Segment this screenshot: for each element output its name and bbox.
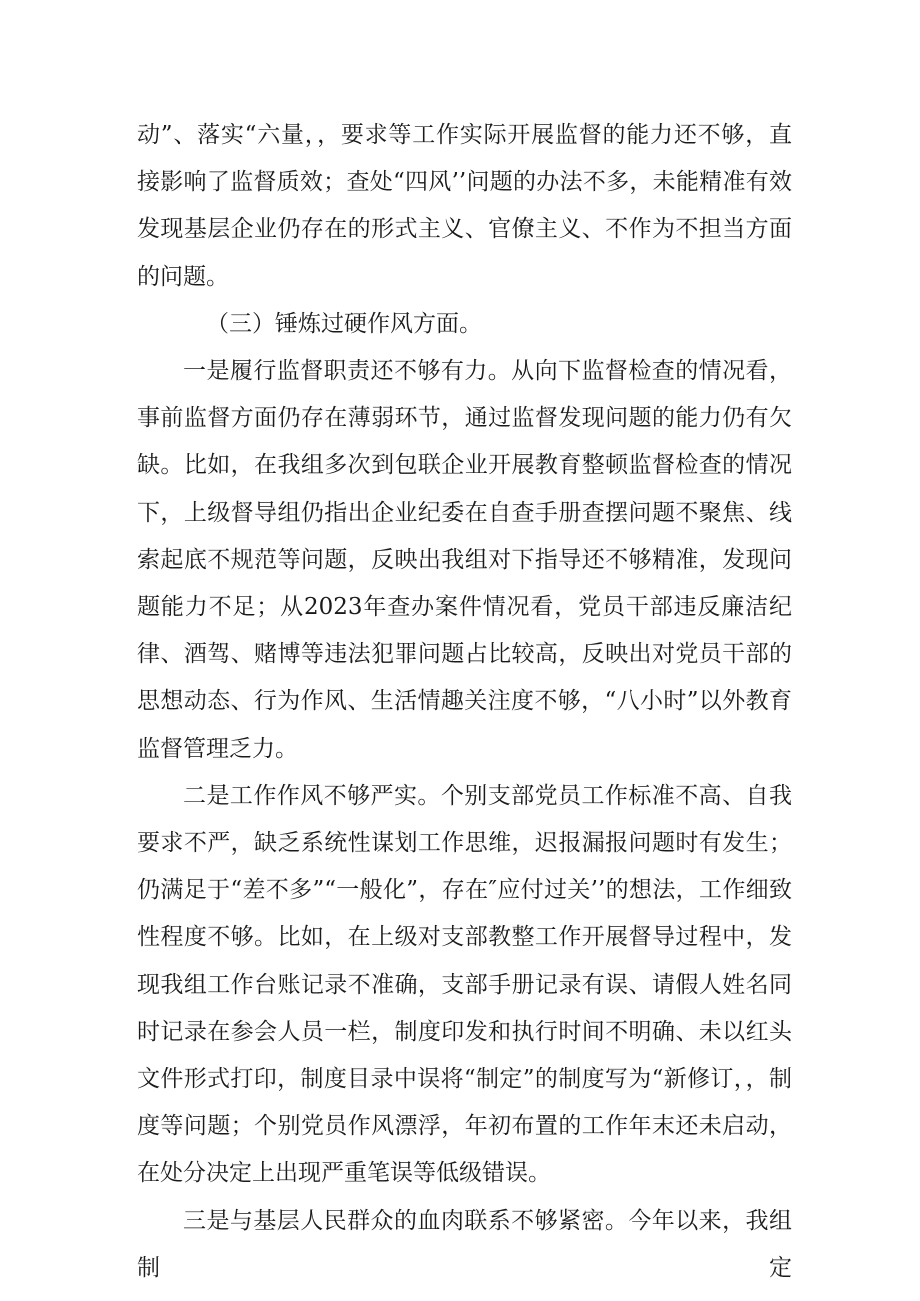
paragraph-item-one: 一是履行监督职责还不够有力。从向下监督检查的情况看，事前监督方面仍存在薄弱环节，通过监督发现问题的能力仍有欠缺。比如，在我组多次到包联企业开展教育整顿监督检查的情况下，上级督导组仍指出企业纪委在自查手册查摆问题不聚焦、线索起底不规范等问题，反映出我组对下指导还不够精准，发现问题能力不足；从2023年查办案件情况看，党员干部违反廉洁纪律、酒驾、赌博等违法犯罪问题占比较高，反映出对党员干部的思想动态、行为作风、生活情趣关注度不够，“八小时”以外教育监督管理乏力。	[137, 358, 792, 762]
document-body	[137, 112, 792, 1292]
paragraph-item-three: 三是与基层人民群众的血肉联系不够紧密。今年以来，我组制定	[137, 1207, 792, 1281]
section-heading: （三）锤炼过硬作风方面。	[206, 310, 482, 337]
paragraph-item-two: 二是工作作风不够严实。个别支部党员工作标准不高、自我要求不严，缺乏系统性谋划工作思维，迟报漏报问题时有发生；仍满足于“差不多”“一般化”，存在″应付过关’’的想法，工作细致性程度不够。比如，在上级对支部教整工作开展督导过程中，发现我组工作台账记录不准确，支部手册记录有误、请假人姓名同时记录在参会人员一栏，制度印发和执行时间不明确、未以红头文件形式打印，制度目录中误将“制定”的制度写为“新修订，，制度等问题；个别党员作风漂浮，年初布置的工作年末还未启动，在处分决定上出现严重笔误等低级错误。	[137, 782, 792, 1187]
paragraph-continuation: 动”、落实“六量，，要求等工作实际开展监督的能力还不够，直接影响了监督质效；查处“四风’’问题的办法不多，未能精准有效发现基层企业仍存在的形式主义、官僚主义、不作为不担当方面的问题。	[137, 122, 792, 290]
